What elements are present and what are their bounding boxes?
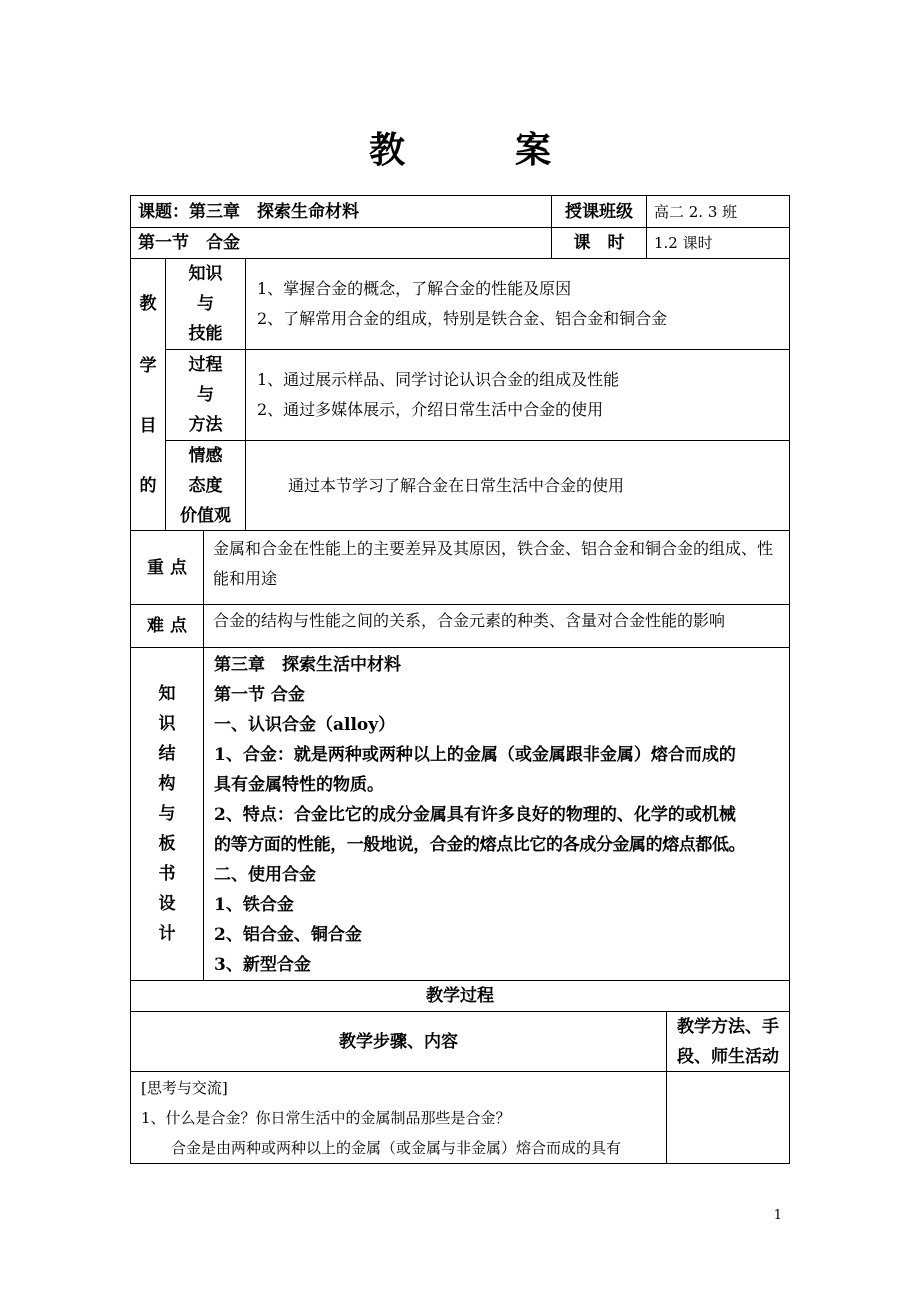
hours-label: 课 时 [573, 233, 625, 253]
board-side-char: 板 [158, 834, 176, 854]
objective-process-label [165, 349, 246, 441]
label-line: 态度 [188, 475, 223, 496]
objective-line: 1、通过展示样品、同学讨论认识合金的组成及性能 [257, 370, 620, 389]
label-line: 与 [197, 294, 214, 314]
key-point-line: 金属和合金在性能上的主要差异及其原因，铁合金、铝合金和铜合金的组成、性 [213, 539, 774, 558]
objective-line: 2、了解常用合金的组成，特别是铁合金、铝合金和铜合金 [257, 309, 668, 328]
key-point-content [203, 530, 790, 605]
objective-line: 2、通过多媒体展示，介绍日常生活中合金的使用 [257, 400, 604, 419]
board-side-char: 计 [158, 924, 176, 944]
label-line: 方法 [188, 415, 223, 435]
board-line: 2、铝合金、铜合金 [214, 925, 362, 945]
process-heading: 教学过程 [426, 986, 494, 1006]
difficulty-content [203, 604, 790, 648]
board-side-char: 与 [158, 804, 176, 824]
hours-value: 1.2 课时 [654, 234, 713, 252]
board-line: 第一节 合金 [214, 685, 305, 705]
class-value: 高二 2. 3 班 [654, 202, 738, 221]
label-line: 情感 [188, 445, 223, 466]
section-text: 第一节 合金 [138, 233, 240, 253]
class-label: 授课班级 [565, 201, 633, 222]
objectives-side-char: 学 [139, 356, 157, 376]
class-label-cell [551, 195, 647, 228]
objective-knowledge-content [245, 258, 790, 350]
board-side-char: 构 [158, 774, 176, 794]
methods-column-line: 段、师生活动 [677, 1046, 779, 1067]
board-side-char: 识 [158, 714, 176, 734]
objective-process-content [245, 349, 790, 441]
objectives-side-cell [130, 258, 166, 531]
difficulty-label-cell [130, 604, 204, 648]
board-line: 二、使用合金 [214, 865, 316, 885]
process-heading-cell [130, 980, 790, 1012]
key-point-label-cell [130, 530, 204, 605]
board-line: 2、特点：合金比它的成分金属具有许多良好的物理的、化学的或机械 [214, 805, 736, 825]
board-side-char: 设 [158, 894, 176, 914]
title-char-1: 教 [368, 129, 405, 171]
steps-column-header [130, 1011, 667, 1072]
methods-column-header [666, 1011, 790, 1072]
hours-value-cell [646, 227, 790, 259]
objective-attitude-label [165, 440, 246, 531]
topic-cell [130, 195, 552, 228]
objective-knowledge-label [165, 258, 246, 350]
key-point-label: 重 点 [147, 557, 187, 578]
label-line: 知识 [188, 264, 223, 284]
board-line: 3、新型合金 [214, 955, 311, 975]
board-line: 一、认识合金（alloy） [214, 715, 396, 735]
board-line: 第三章 探索生活中材料 [214, 655, 401, 675]
board-line: 的等方面的性能，一般地说，合金的熔点比它的各成分金属的熔点都低。 [214, 835, 746, 855]
difficulty-label: 难 点 [147, 616, 187, 636]
board-line: 具有金属特性的物质。 [214, 775, 384, 795]
board-side-char: 书 [158, 864, 176, 884]
process-line: [思考与交流] [141, 1079, 228, 1097]
topic-text: 课题：第三章 探索生命材料 [138, 201, 359, 222]
objectives-side-char: 目 [139, 416, 157, 436]
process-content-cell [130, 1071, 667, 1164]
objectives-side-char: 的 [139, 476, 157, 496]
objective-attitude-content [245, 440, 790, 531]
board-side-char: 知 [158, 684, 176, 704]
hours-label-cell [551, 227, 647, 259]
label-line: 与 [197, 385, 214, 405]
methods-column-line: 教学方法、手 [677, 1016, 779, 1037]
page-number: 1 [773, 1208, 782, 1223]
title-char-2: 案 [515, 129, 552, 171]
section-cell [130, 227, 552, 259]
document-title [0, 122, 920, 173]
process-line: 合金是由两种或两种以上的金属（或金属与非金属）熔合而成的具有 [141, 1139, 622, 1157]
objectives-side-char: 教 [139, 294, 157, 314]
label-line: 价值观 [180, 505, 231, 526]
steps-column-label: 教学步骤、内容 [339, 1031, 458, 1052]
board-line: 1、合金：就是两种或两种以上的金属（或金属跟非金属）熔合而成的 [214, 745, 736, 765]
objective-line: 1、掌握合金的概念，了解合金的性能及原因 [257, 279, 572, 298]
board-content [203, 647, 790, 981]
board-side-char: 结 [158, 744, 176, 764]
objective-line: 通过本节学习了解合金在日常生活中合金的使用 [288, 475, 625, 495]
board-line: 1、铁合金 [214, 895, 294, 915]
key-point-line: 能和用途 [213, 569, 278, 588]
class-value-cell [646, 195, 790, 228]
difficulty-text: 合金的结构与性能之间的关系，合金元素的种类、含量对合金性能的影响 [213, 611, 726, 630]
process-line: 1、什么是合金？你日常生活中的金属制品那些是合金？ [141, 1109, 511, 1127]
board-side-cell [130, 647, 204, 981]
label-line: 技能 [188, 324, 223, 344]
label-line: 过程 [188, 355, 223, 375]
process-methods-cell [666, 1071, 790, 1164]
